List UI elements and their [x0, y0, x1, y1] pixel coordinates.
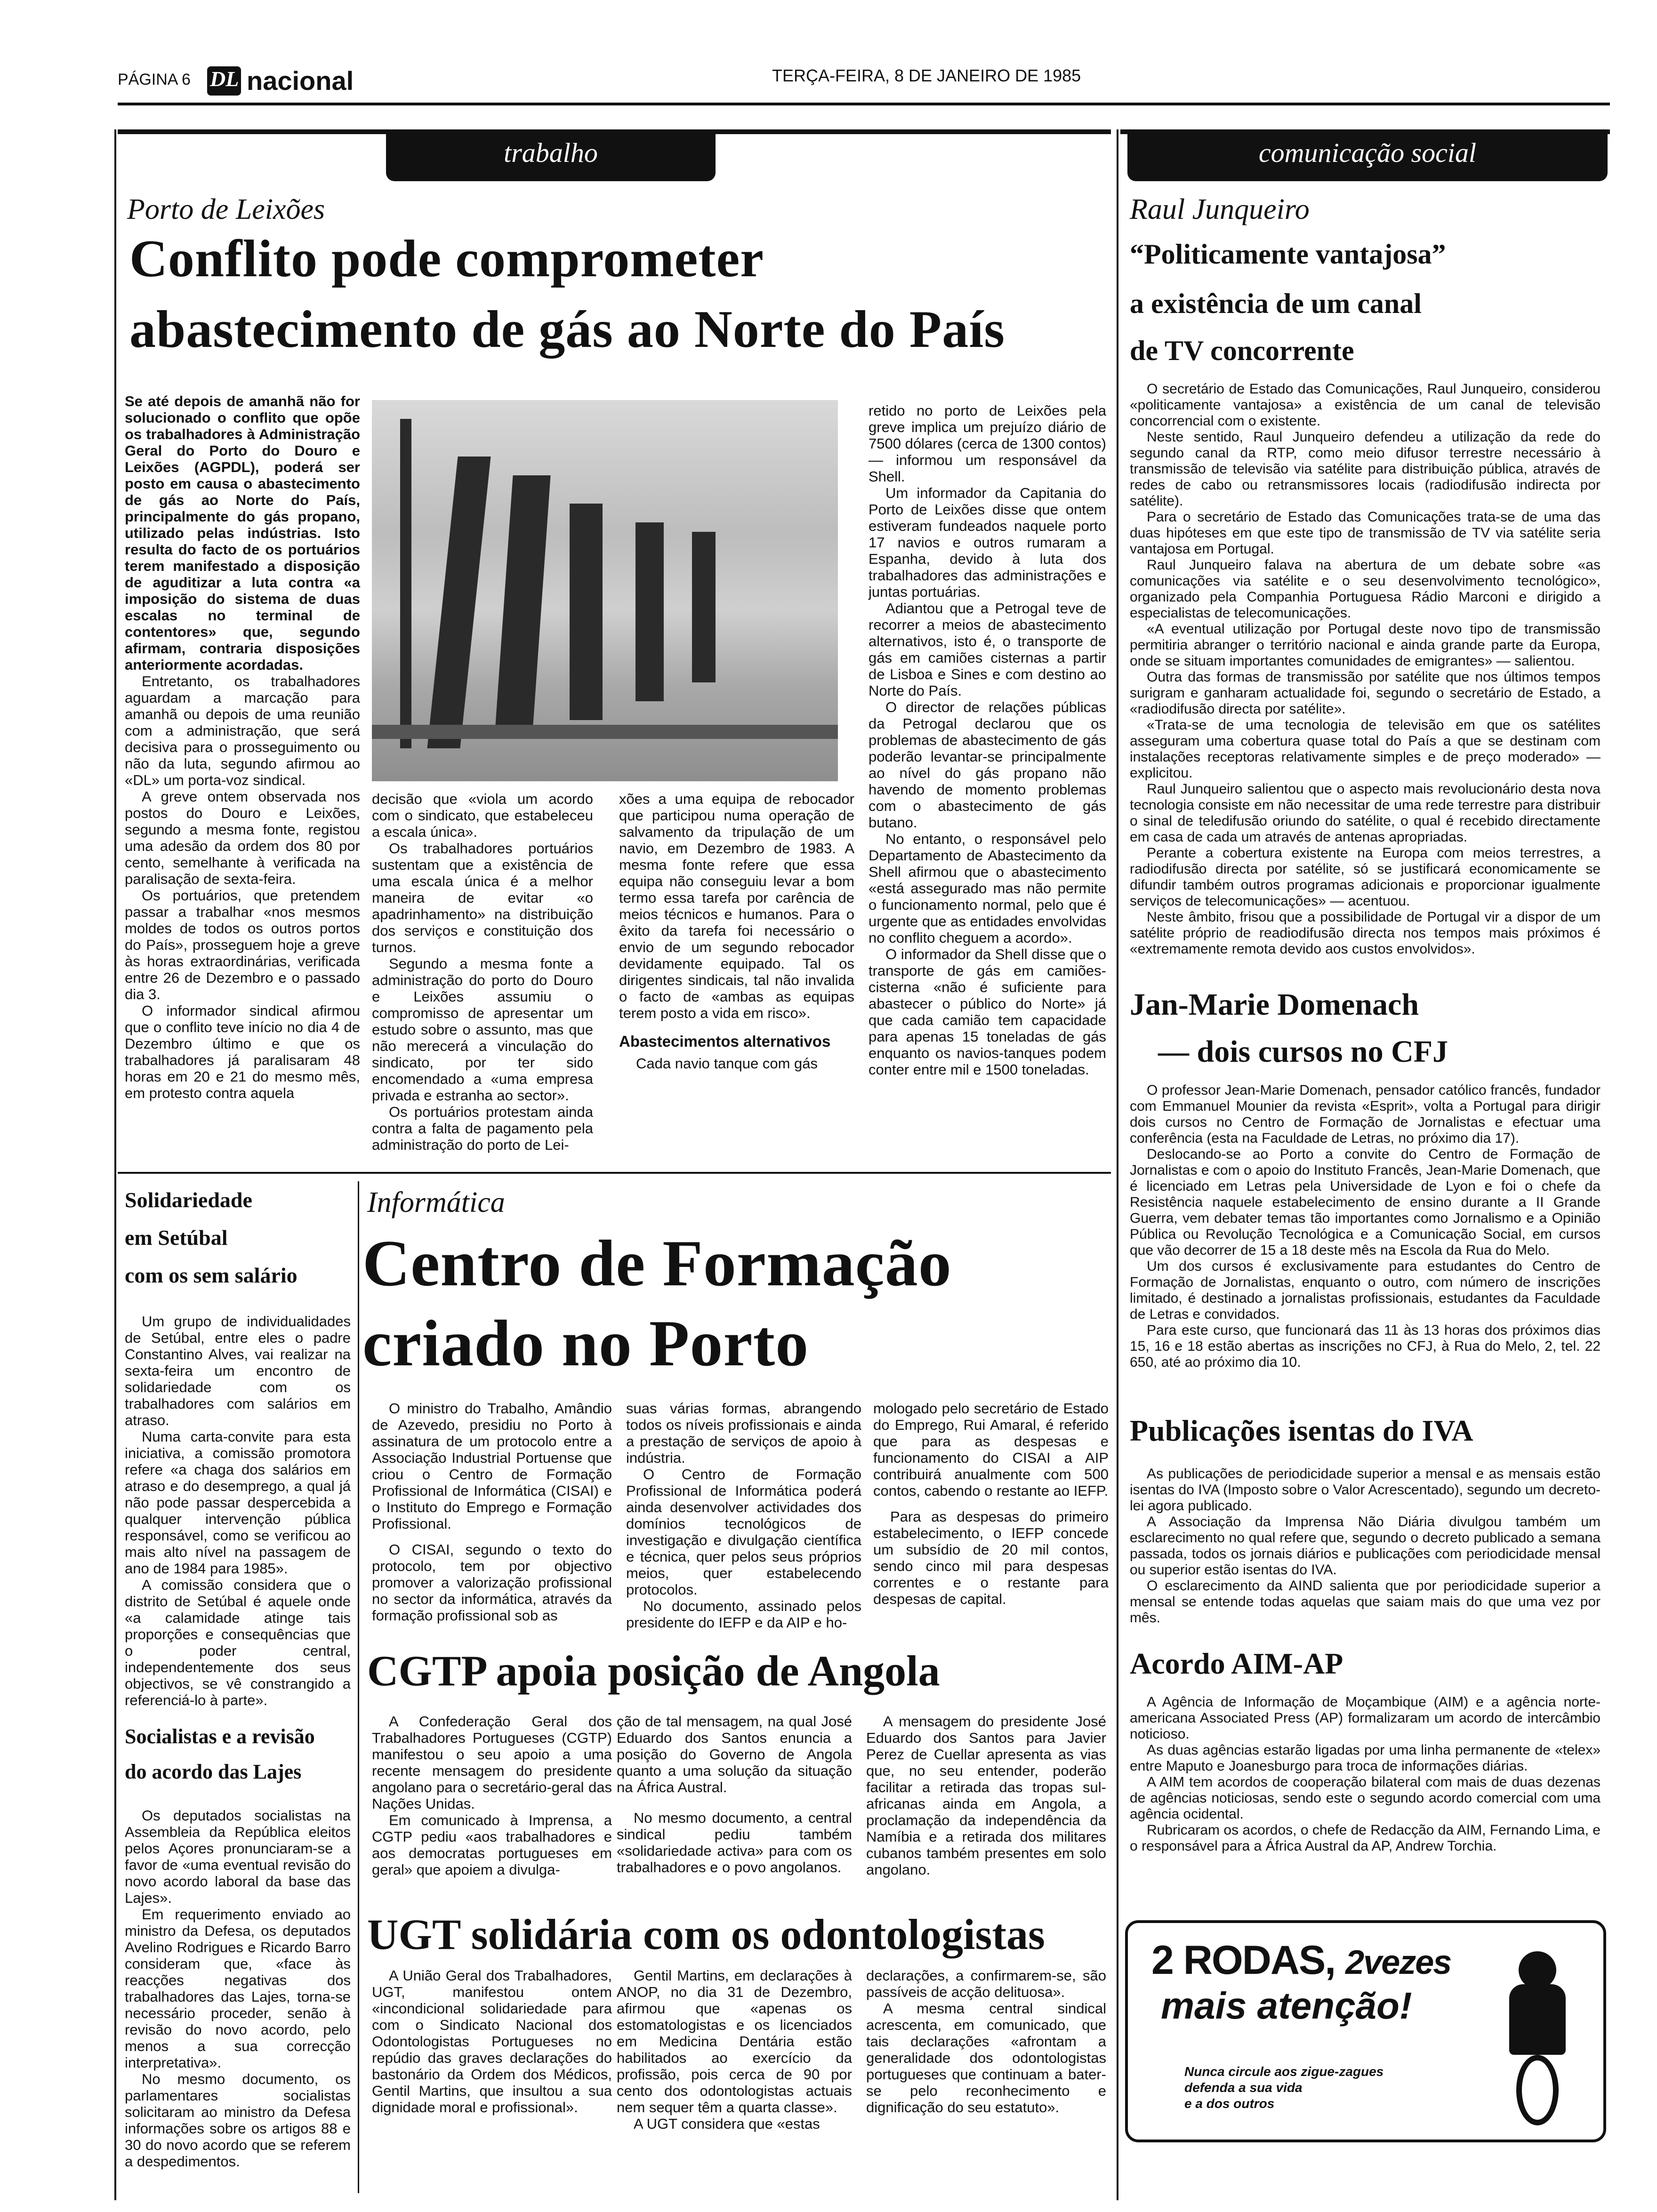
gas-lead: Se até depois de amanhã não for solucionado o conflito que opõe os trabalhadores à Administração Geral do Porto do Douro e Leixões (AGPDL), poderá ser posto em causa o abastecimento de gás ao Norte do País, principalmente do gás propano, utilizado pelas indústrias. Isto resulta do facto de os portuários terem manifestado a disposição de aguditizar a luta contra «a imposição do sistema de duas escalas no terminal de contentores» que, segundo afirmam, contraria disposições anteriormente acordadas. [125, 393, 360, 673]
ugt-headline: UGT solidária com os odontologistas [367, 1910, 1045, 1958]
ugt-c2-p2: A UGT considera que «estas [634, 2116, 820, 2132]
gas-c1-p1: Entretanto, os trabalhadores aguardam a marcação para amanhã ou depois de uma reunião com a administração, que será decisiva para o prosseguimento ou não da luta, segundo afirmou ao «DL» um porta-voz sindical. [125, 673, 360, 788]
setubal-p2: Numa carta-convite para esta iniciativa, a comissão promotora refere «a chaga dos salários em atraso e do desemprego, a qual já não pode passar despercebida a qualquer intervenção pública responsável, como se verificou ao mais alto nível na passagem de ano de 1984 para 1985». [125, 1428, 351, 1577]
aim-headline: Acordo AIM-AP [1130, 1647, 1343, 1680]
comunicacao-banner: comunicação social [1127, 134, 1608, 181]
ugt-col-3 [866, 1967, 1106, 2116]
informatica-col-3 [873, 1400, 1109, 1607]
junq-p2: Neste sentido, Raul Junqueiro defendeu a utilização da rede do segundo canal da RTP, como meio difusor terrestre necessário à transmissão de televisão via satélite para distribuição pública, através de redes de cabo ou retransmissores locais (radiodifusão indirecta por satélite). [1130, 429, 1601, 509]
dom-p2: Deslocando-se ao Porto a convite do Centro de Formação de Jornalistas e com o apoio do Instituto Francês, Jean-Marie Domenach, que é licenciado em Letras pela Universidade de Lyon e foi o chefe da Resistência naquele estabelecimento de ensino durante a II Grande Guerra, vem debater temas tão importantes como Jornalismo e a Opinião Pública ou Revolução Tecnológica e a Comunicação Social, em cursos que vão decorrer de 15 a 18 deste mês na Escola da Rua do Melo. [1130, 1146, 1601, 1258]
gas-c2-p3: Segundo a mesma fonte a administração do porto do Douro e Leixões assumiu o compromisso de apresentar um estudo sobre o assunto, mas que não merecerá a vinculação do sindicato, por ter sido encomendado a «uma empresa privada e estranha ao sector». [372, 955, 593, 1104]
ad-tagline-2: defenda a sua vida [1184, 2080, 1303, 2095]
road-safety-ad [1125, 1920, 1606, 2142]
crane-2 [427, 457, 491, 748]
motorcyclist-illustration [1490, 1951, 1585, 2125]
crane-4 [570, 504, 603, 720]
aim-p1: A Agência de Informação de Moçambique (AIM) e a agência norte-americana Associated Press (AP) formalizaram um acordo de intercâmbio noticioso. [1130, 1694, 1601, 1742]
gas-c3-p1: xões a uma equipa de rebocador que participou numa operação de salvamento da tripulação de um navio, em Dezembro de 1983. A mesma fonte refere que essa equipa não conseguiu levar a bom termo essa tarefa por carência de meios técnicos e humanos. Para o êxito da tarefa foi necessário o envio de um segundo rebocador devidamente equipado. Tal os dirigentes sindicais, tal não invalida o facto de «ambas as equipas terem posto a vida em risco». [619, 791, 854, 1021]
crane-3 [494, 475, 550, 739]
cgtp-col-1 [372, 1713, 612, 1878]
iva-p2: A Associação da Imprensa Não Diária divulgou também um esclarecimento no qual refere que, segundo o decreto publicado a semana passada, todos os jornais diários e publicações com periodicidade mensal ou superior estão isentas do IVA. [1130, 1514, 1601, 1578]
gas-bottom-rule [118, 1172, 1111, 1174]
junqueiro-headline-1: “Politicamente vantajosa” [1130, 239, 1446, 270]
junq-p1: O secretário de Estado das Comunicações, Raul Junqueiro, considerou «politicamente vantajosa» a existência de um canal de televisão concorrencial com o existente. [1130, 381, 1601, 429]
gas-c4-p4: O director de relações públicas da Petrogal declarou que os problemas de abastecimento de gás poderão levantar-se principalmente ao nível do gás propano não havendo de momento problemas com o abastecimento de gás butano. [869, 699, 1106, 831]
rider-body [1509, 1984, 1566, 2055]
trabalho-banner: trabalho [386, 134, 716, 181]
dom-p3: Um dos cursos é exclusivamente para estudantes do Centro de Formação de Jornalistas, enquanto o outro, com número de inscrições limitado, é destinado a jornalistas profissionais, estudantes da Faculdade de Letras e convidados. [1130, 1258, 1601, 1322]
info-c1-p2: O CISAI, segundo o texto do protocolo, tem por objectivo promover a valorização profissional no sector da informática, através da formação profissional sob as [372, 1541, 612, 1624]
setubal-divider [358, 1181, 359, 2193]
frame-left [114, 129, 116, 2200]
gas-c1-p4: O informador sindical afirmou que o conflito teve início no dia 4 de Dezembro último e que os trabalhadores já paralisaram 48 horas em 20 e 21 do mesmo mês, em protesto contra aquela [125, 1002, 360, 1101]
crane-1 [400, 419, 411, 748]
section-name: nacional [247, 66, 354, 96]
page-number: PÁGINA 6 [118, 71, 191, 88]
junq-p4: Raul Junqueiro falava na abertura de um debate sobre «as comunicações via satélite e o seu desenvolvimento tecnológico», organizado pela Companhia Portuguesa Rádio Marconi e dirigido a especialistas de telecomunicações. [1130, 557, 1601, 621]
informatica-headline-2: criado no Porto [362, 1307, 809, 1380]
ugt-col-2 [617, 1967, 852, 2132]
ad-line-2: mais atenção! [1161, 1985, 1412, 2027]
gas-c2-p4: Os portuários protestam ainda contra a falta de pagamento pela administração do porto de Lei- [372, 1104, 593, 1153]
ad-line-1b: 2vezes [1345, 1944, 1451, 1981]
gas-c4-p6: O informador da Shell disse que o transporte de gás em camiões-cisterna «não é suficiente para abastecer o público do Norte» já que cada camião tem capacidade para apenas 15 toneladas de gás enquanto os navios-tanques podem conter entre mil e 1500 toneladas. [869, 946, 1106, 1078]
column-divider-right [1117, 129, 1118, 2200]
junqueiro-body [1130, 381, 1601, 957]
junq-p10: Neste âmbito, frisou que a possibilidade de Portugal vir a dispor de um satélite próprio de readiodifusão directa nos tempos mais próximos é «extremamente remota devido aos custos envolvidos». [1130, 909, 1601, 957]
junq-p3: Para o secretário de Estado das Comunicações trata-se de uma das duas hipóteses em que este tipo de transmissão de TV via satélite seria vantajosa em Portugal. [1130, 509, 1601, 557]
section-rule-left [118, 129, 1111, 134]
dom-p4: Para este curso, que funcionará das 11 às 13 horas dos próximos dias 15, 16 e 18 estão abertas as inscrições no CFJ, à Rua do Melo, 2, tel. 22 650, até ao próximo dia 10. [1130, 1322, 1601, 1370]
junqueiro-headline-3: de TV concorrente [1130, 335, 1354, 366]
informatica-headline-1: Centro de Formação [362, 1227, 952, 1300]
ad-line-1a: 2 RODAS, [1151, 1938, 1335, 1983]
gas-c1-p2: A greve ontem observada nos postos do Douro e Leixões, segundo a mesma fonte, registou uma adesão da ordem dos 80 por cento, semelhante à verificada na paralisação de sexta-feira. [125, 788, 360, 887]
gas-col-4 [869, 402, 1106, 1078]
ugt-col-1 [372, 1967, 612, 2116]
dom-p1: O professor Jean-Marie Domenach, pensador católico francês, fundador com Emmanuel Mounier da revista «Esprit», volta a Portugal para dirigir dois cursos no Centro de Formação de Jornalistas e efectuar uma conferência (esta na Faculdade de Letras, no próximo dia 17). [1130, 1082, 1601, 1146]
gas-headline-2: abastecimento de gás ao Norte do País [129, 300, 1005, 359]
gas-c4-p1: retido no porto de Leixões pela greve implica um prejuízo diário de 7500 dólares (cerca de 1300 contos) — informou um responsável da Shell. [869, 402, 1106, 485]
quay [372, 725, 838, 739]
junq-p8: Raul Junqueiro salientou que o aspecto mais revolucionário desta nova tecnologia consiste em não necessitar de uma rede terrestre para distribuir o sinal de teledifusão oriundo do satélite, o qual é recebido directamente em casa de cada um através de antenas apropriadas. [1130, 781, 1601, 845]
junq-p9: Perante a cobertura existente na Europa com meios terrestres, a radiodifusão directa por satélite, só se justificará economicamente se difundir também outros programas adicionais e proporcionar igualmente serviços de telecomunicações» — acentuou. [1130, 845, 1601, 909]
gas-c1-p3: Os portuários, que pretendem passar a trabalhar «nos mesmos moldes de todos os outros portos do País», prosseguem hoje a greve às horas extraordinárias, verificada entre 26 de Dezembro e o passado dia 3. [125, 887, 360, 1002]
issue-date: TERÇA-FEIRA, 8 DE JANEIRO DE 1985 [772, 66, 1081, 85]
iva-body [1130, 1466, 1601, 1626]
setubal-p1: Um grupo de individualidades de Setúbal, entre eles o padre Constantino Alves, vai realizar na sexta-feira um encontro de solidariedade com os trabalhadores com salários em atraso. [125, 1313, 351, 1428]
lajes-headline-1: Socialistas e a revisão [125, 1725, 315, 1748]
ad-line-1 [1151, 1937, 1451, 1984]
setubal-headline-1: Solidariedade [125, 1188, 252, 1212]
iva-headline: Publicações isentas do IVA [1130, 1414, 1473, 1447]
gas-c3-p2: Cada navio tanque com gás [636, 1055, 818, 1072]
cgtp-col-2 [617, 1713, 852, 1875]
aim-p2: As duas agências estarão ligadas por uma linha permanente de «telex» entre Maputo e Joanesburgo para troca de informações diárias. [1130, 1742, 1601, 1774]
gas-c4-p5: No entanto, o responsável pelo Departamento de Abastecimento da Shell afirmou que o abastecimento «está assegurado mas não permite o funcionamento normal, pelo que é urgente que as entidades envolvidas no conflito cheguem a acordo». [869, 831, 1106, 946]
domenach-body [1130, 1082, 1601, 1370]
informatica-col-1 [372, 1400, 612, 1624]
ugt-c1-p1: A União Geral dos Trabalhadores, UGT, manifestou ontem «incondicional solidariedade para com o Sindicato Nacional dos Odontologistas Portugueses no repúdio das graves declarações do bastonário da Ordem dos Médicos, Gentil Martins, que insultou a sua dignidade moral e profissional». [372, 1967, 612, 2116]
info-c2-p2: O Centro de Formação Profissional de Informática poderá ainda desenvolver actividades dos domínios tecnológicos de investigação e divulgação científica e técnica, quer pelos seus próprios meios, quer estabelecendo protocolos. [626, 1466, 861, 1598]
gas-col-3 [619, 791, 854, 1072]
cgtp-c3-p1: A mensagem do presidente José Eduardo dos Santos para Javier Perez de Cuellar apresenta as vias que, no seu entender, poderão facilitar a retirada das tropas sul-africanas ainda em Angola, a proclamação da independência da Namíbia e a retirada dos militares cubanos também presentes em solo angolano. [866, 1713, 1106, 1878]
gas-kicker: Porto de Leixões [127, 193, 325, 225]
gas-c4-p2: Um informador da Capitania do Porto de Leixões disse que ontem estiveram fundeados naquele porto 17 navios e outros rumaram a Espanha, devido à luta dos trabalhadores das administrações e juntas portuárias. [869, 485, 1106, 600]
ad-tagline-3: e a dos outros [1184, 2096, 1275, 2111]
gas-c2-p2: Os trabalhadores portuários sustentam que a existência de uma escala única é a melhor maneira de evitar «o apadrinhamento» na distribuição dos serviços e constituição dos turnos. [372, 840, 593, 955]
gas-col-2 [372, 791, 593, 1153]
cgtp-c2-p2: No mesmo documento, a central sindical pediu também «solidariedade activa» para com os trabalhadores e o povo angolanos. [617, 1810, 852, 1875]
front-wheel [1516, 2055, 1559, 2125]
cgtp-c1-p2: Em comunicado à Imprensa, a CGTP pediu «aos trabalhadores e aos democratas portugueses em geral» que apoiem a divulga- [372, 1812, 612, 1878]
cgtp-c1-p1: A Confederação Geral dos Trabalhadores Portugueses (CGTP) manifestou o seu apoio a uma recente mensagem do presidente angolano para o secretário-geral das Nações Unidas. [372, 1713, 612, 1812]
setubal-p3: A comissão considera que o distrito de Setúbal é aquele onde «a calamidade atinge tais proporções e consequências que o poder central, independentemente dos seus objectivos, se vê constrangido a referenciá-lo à parte». [125, 1577, 351, 1708]
junq-p7: «Trata-se de uma tecnologia de televisão em que os satélites asseguram uma cobertura quase total do País a que se destinam com instalações receptoras relativamente simples e de preço moderado» — explicitou. [1130, 717, 1601, 781]
setubal-headline-2: em Setúbal [125, 1226, 228, 1250]
aim-body [1130, 1694, 1601, 1854]
iva-p1: As publicações de periodicidade superior a mensal e as mensais estão isentas do IVA (Imposto sobre o Valor Acrescentado), segundo um decreto-lei agora publicado. [1130, 1466, 1601, 1514]
section-rule-right [1120, 129, 1610, 134]
cgtp-col-3 [866, 1713, 1106, 1878]
cgtp-headline: CGTP apoia posição de Angola [367, 1647, 940, 1695]
aim-p3: A AIM tem acordos de cooperação bilateral com mais de duas dezenas de agências noticiosas, sendo este o segundo acordo comercial com uma agência ocidental. [1130, 1774, 1601, 1822]
gas-subhead: Abastecimentos alternativos [619, 1033, 831, 1050]
lajes-p2: Em requerimento enviado ao ministro da Defesa, os deputados Avelino Rodrigues e Ricardo Barro consideram que, «face às reacções negativas dos trabalhadores das Lajes, torna-se necessário proceder, senão à revisão do novo acordo, pelo menos a sua correcção interpretativa». [125, 1906, 351, 2071]
junqueiro-headline-2: a existência de um canal [1130, 288, 1422, 319]
domenach-headline-2: — dois cursos no CFJ [1158, 1034, 1448, 1069]
ad-tagline-1: Nunca circule aos zigue-zagues [1184, 2064, 1384, 2079]
info-c2-p3: No documento, assinado pelos presidente do IEFP e da AIP e ho- [626, 1598, 861, 1631]
crane-6 [692, 532, 716, 682]
info-c2-p1: suas várias formas, abrangendo todos os níveis profissionais e ainda a prestação de serviços de apoio à indústria. [626, 1400, 861, 1466]
gas-c2-p1: decisão que «viola um acordo com o sindicato, que estabeleceu a escala única». [372, 791, 593, 840]
iva-p3: O esclarecimento da AIND salienta que por periodicidade superior a mensal se entende todas aquelas que saiam mais do que uma vez por mês. [1130, 1578, 1601, 1626]
lajes-p1: Os deputados socialistas na Assembleia da República eleitos pelos Açores pronunciaram-se a favor de «uma eventual revisão do novo acordo laboral da base das Lajes». [125, 1807, 351, 1906]
gas-col-1 [125, 393, 360, 1101]
setubal-body [125, 1313, 351, 1708]
crane-5 [635, 522, 664, 701]
aim-p4: Rubricaram os acordos, o chefe de Redacção da AIM, Fernando Lima, e o responsável para a África Austral da AP, Andrew Torchia. [1130, 1822, 1601, 1854]
domenach-headline-1: Jan-Marie Domenach [1130, 987, 1419, 1022]
junq-p6: Outra das formas de transmissão por satélite que nos últimos tempos surigram e ganharam actualidade foi, segundo o secretário de Estado, a «radiodifusão directa por satélite». [1130, 669, 1601, 717]
port-cranes-photo [372, 400, 838, 781]
gas-c4-p3: Adiantou que a Petrogal teve de recorrer a meios de abastecimento alternativos, isto é, o transporte de gás em camiões cisternas a partir de Lisboa e Sines e com destino ao Norte do País. [869, 600, 1106, 699]
gas-headline-1: Conflito pode comprometer [129, 230, 764, 288]
info-c3-p2: Para as despesas do primeiro estabelecimento, o IEFP concede um subsídio de 20 mil contos, sendo cinco mil para despesas correntes e o restante para despesas de capital. [873, 1508, 1109, 1607]
ugt-c3-p2: A mesma central sindical acrescenta, em comunicado, que tais declarações «afrontam a generalidade dos odontologistas portugueses que continuam a bater-se pelo reconhecimento e dignificação do seu estatuto». [866, 2000, 1106, 2116]
info-c1-p1: O ministro do Trabalho, Amândio de Azevedo, presidiu no Porto à assinatura de um protocolo entre a Associação Industrial Portuense que criou o Centro de Formação Profissional de Informática (CISAI) e o Instituto do Emprego e Formação Profissional. [372, 1400, 612, 1532]
masthead-rule [118, 103, 1610, 105]
lajes-p3: No mesmo documento, os parlamentares socialistas solicitaram ao ministro da Defesa informações sobre os artigos 88 e 30 do novo acordo que se referem a despedimentos. [125, 2071, 351, 2170]
ugt-c3-p1: declarações, a confirmarem-se, são passíveis de acção delituosa». [866, 1967, 1106, 2000]
logo-text: DL [210, 67, 239, 91]
lajes-headline-2: do acordo das Lajes [125, 1760, 302, 1783]
lajes-body [125, 1807, 351, 2170]
setubal-headline-3: com os sem salário [125, 1263, 298, 1287]
junqueiro-kicker: Raul Junqueiro [1130, 193, 1310, 225]
informatica-col-2 [626, 1400, 861, 1631]
ugt-c2-p1: Gentil Martins, em declarações à ANOP, no dia 31 de Dezembro, afirmou que «apenas os estomatologistas e os licenciados em Medicina Dentária estão habilitados ao exercício da profissão, pois cerca de 90 por cento dos odontologistas actuais nem sequer têm a quarta classe». [617, 1967, 852, 2116]
masthead-logo [207, 64, 354, 101]
cgtp-c2-p1: ção de tal mensagem, na qual José Eduardo dos Santos enuncia a posição do Governo de Angola quanto a uma solução da situação na África Austral. [617, 1713, 852, 1795]
informatica-kicker: Informática [367, 1186, 505, 1218]
rider-helmet [1519, 1951, 1556, 1989]
info-c3-p1: mologado pelo secretário de Estado do Emprego, Rui Amaral, é referido que para as despesas e funcionamento do CISAI a AIP contribuirá anualmente com 500 contos, cabendo o restante ao IEFP. [873, 1400, 1109, 1499]
junq-p5: «A eventual utilização por Portugal deste novo tipo de transmissão permitiria abranger o território nacional e ainda grande parte da Europa, onde se situam importantes comunidades de emigrantes» — salientou. [1130, 621, 1601, 669]
